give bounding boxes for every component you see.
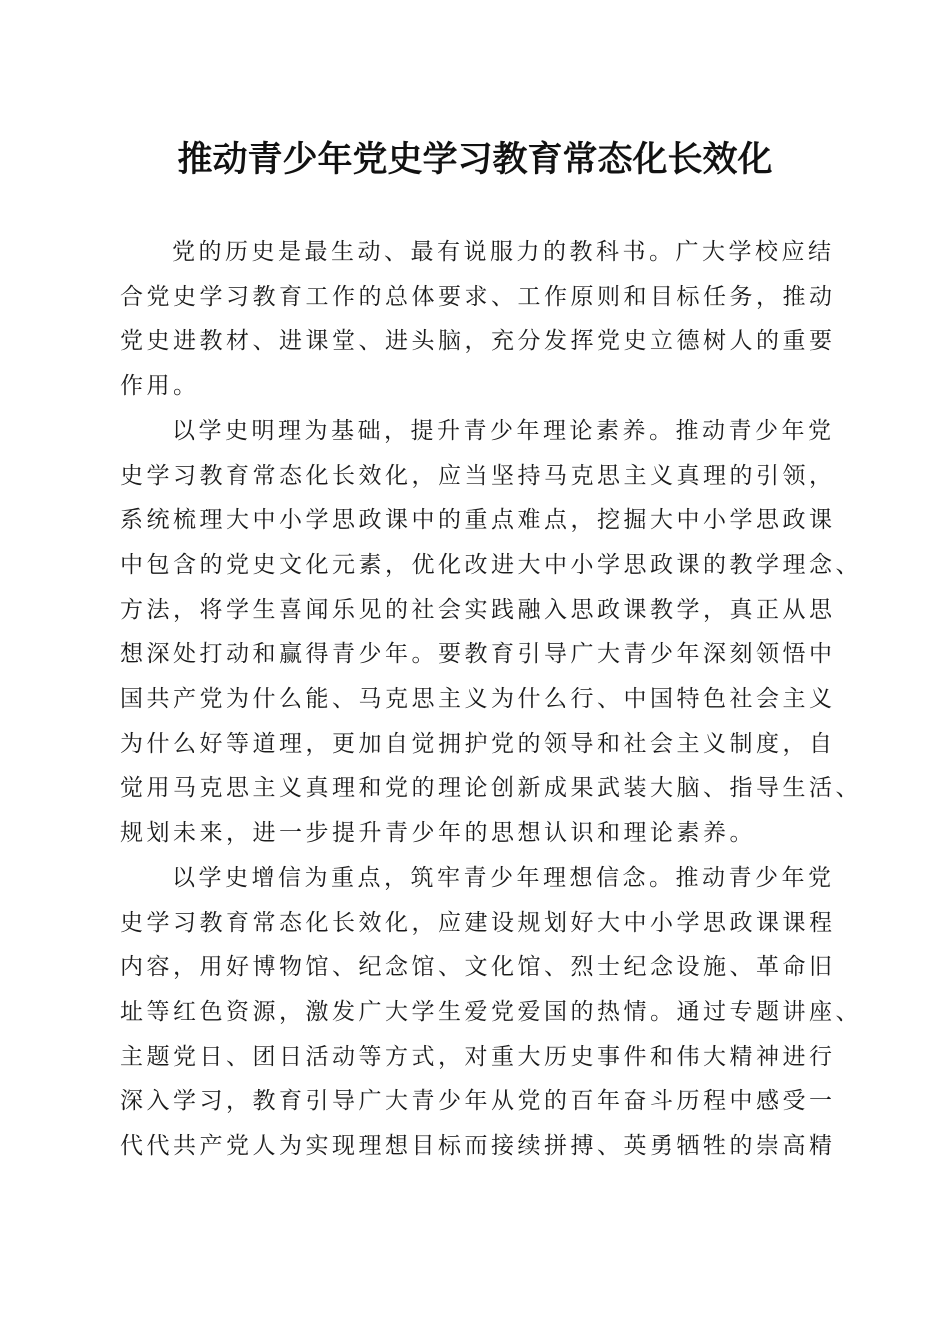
paragraph-line: 想深处打动和赢得青少年。要教育引导广大青少年深刻领悟中 [120,641,836,668]
document-body [120,230,862,1169]
paragraph-line: 党史进教材、进课堂、进头脑，充分发挥党史立德树人的重要 [120,328,836,355]
paragraph-1 [120,230,835,409]
paragraph-line: 觉用马克思主义真理和党的理论创新成果武装大脑、指导生活、 [120,775,862,802]
paragraph-line: 党的历史是最生动、最有说服力的教科书。广大学校应结 [172,239,835,265]
paragraph-line: 以学史增信为重点，筑牢青少年理想信念。推动青少年党 [172,864,835,891]
paragraph-line: 内容，用好博物馆、纪念馆、文化馆、烈士纪念设施、革命旧 [120,954,836,981]
paragraph-2 [120,409,862,856]
paragraph-line: 以学史明理为基础，提升青少年理论素养。推动青少年党 [172,417,835,444]
paragraph-3 [120,856,862,1169]
paragraph-line: 国共产党为什么能、马克思主义为什么行、中国特色社会主义 [120,686,836,713]
paragraph-line: 史学习教育常态化长效化，应建设规划好大中小学思政课课程 [120,909,836,936]
paragraph-line: 史学习教育常态化长效化，应当坚持马克思主义真理的引领， [120,462,836,489]
document-title: 推动青少年党史学习教育常态化长效化 [177,139,773,180]
paragraph-line: 中包含的党史文化元素，优化改进大中小学思政课的教学理念、 [120,551,862,578]
paragraph-line: 址等红色资源，激发广大学生爱党爱国的热情。通过专题讲座、 [120,998,862,1025]
paragraph-line: 代代共产党人为实现理想目标而接续拼搏、英勇牺牲的崇高精 [120,1133,836,1160]
paragraph-line: 系统梳理大中小学思政课中的重点难点，挖掘大中小学思政课 [120,507,836,534]
paragraph-line: 合党史学习教育工作的总体要求、工作原则和目标任务，推动 [120,283,836,310]
paragraph-line: 规划未来，进一步提升青少年的思想认识和理论素养。 [120,820,756,847]
paragraph-line: 方法，将学生喜闻乐见的社会实践融入思政课教学，真正从思 [120,596,836,623]
paragraph-line: 深入学习，教育引导广大青少年从党的百年奋斗历程中感受一 [120,1088,836,1115]
paragraph-line: 作用。 [120,373,200,400]
paragraph-line: 为什么好等道理，更加自觉拥护党的领导和社会主义制度，自 [120,730,836,757]
paragraph-line: 主题党日、团日活动等方式，对重大历史事件和伟大精神进行 [120,1043,836,1070]
